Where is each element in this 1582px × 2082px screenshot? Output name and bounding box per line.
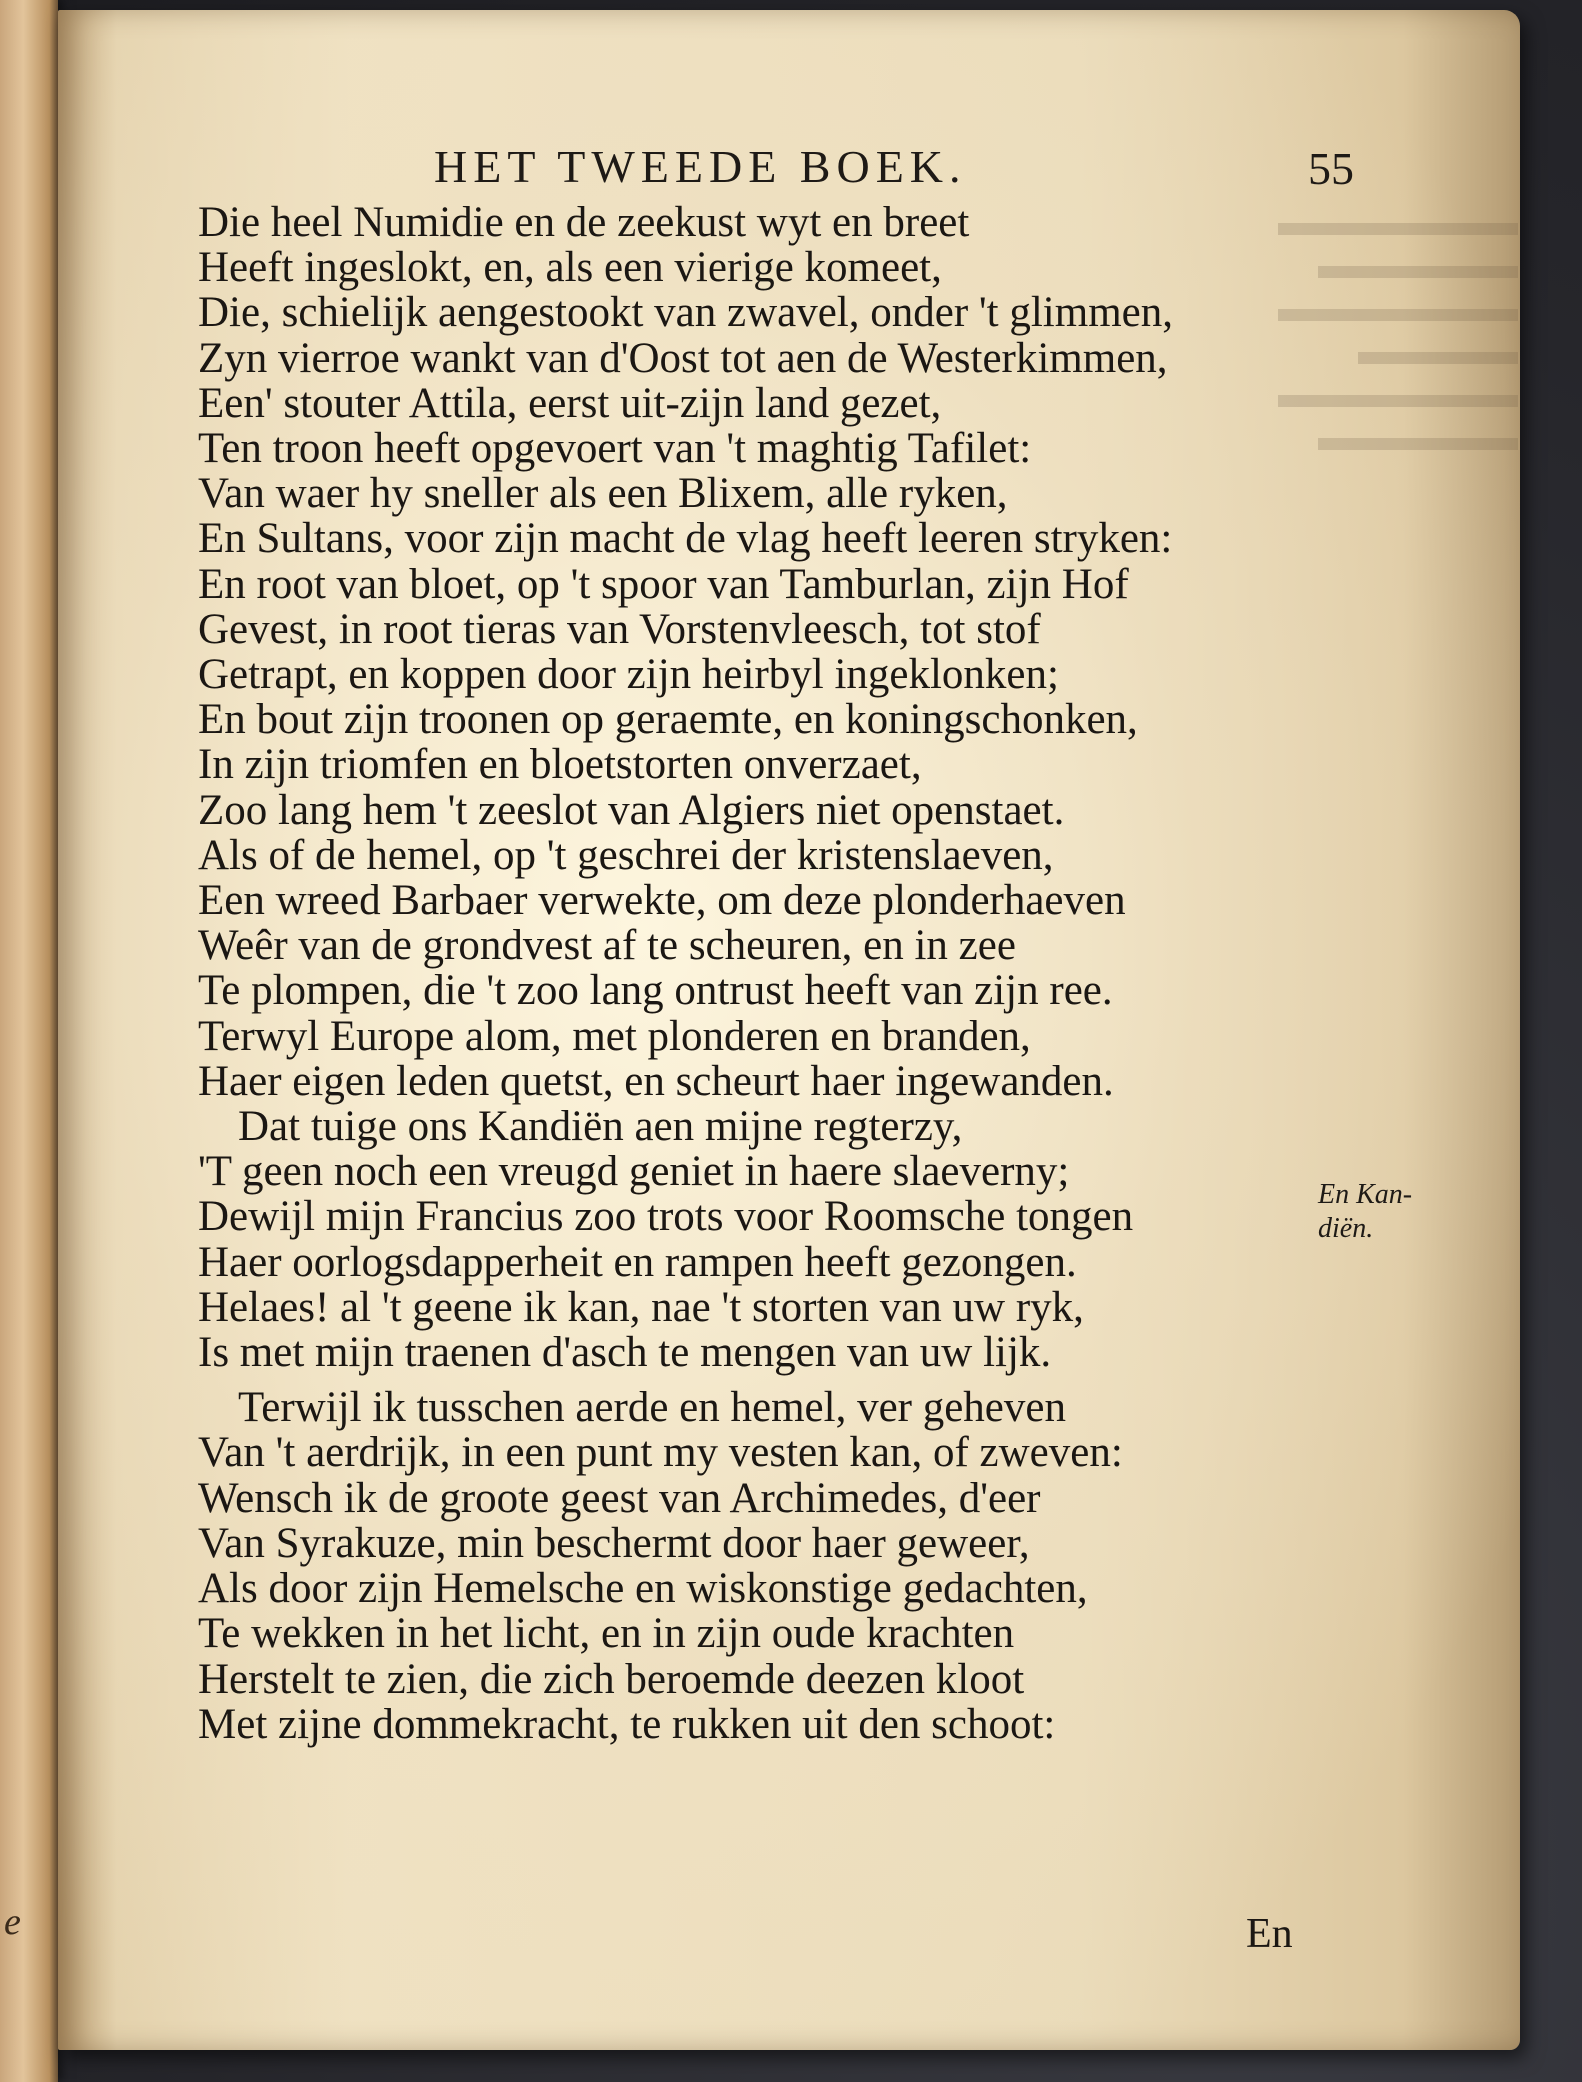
verse-line: Weêr van de grondvest af te scheuren, en in zee [198, 922, 1016, 970]
facing-page-edge [0, 0, 58, 2082]
verse-line: En root van bloet, op 't spoor van Tamburlan, zijn Hof [198, 560, 1129, 608]
verse-line: Zoo lang hem 't zeeslot van Algiers niet openstaet. [198, 786, 1065, 834]
verse-line: 'T geen noch een vreugd geniet in haere slaeverny; [198, 1148, 1070, 1196]
verse-line: Wensch ik de groote geest van Archimedes, d'eer [198, 1474, 1041, 1522]
verse-line: Van 't aerdrijk, in een punt my vesten kan, of zweven: [198, 1429, 1123, 1477]
verse-line: Dat tuige ons Kandiën aen mijne regterzy, [238, 1103, 963, 1151]
margin-note-line: En Kan- [1318, 1179, 1413, 1210]
verse-line: Als of de hemel, op 't geschrei der kristenslaeven, [198, 831, 1054, 879]
verse-line: Die heel Numidie en de zeekust wyt en breet [198, 199, 970, 246]
verse-line: Getrapt, en koppen door zijn heirbyl ingeklonken; [198, 651, 1059, 699]
verse-line: Dewijl mijn Francius zoo trots voor Roomsche tongen [198, 1193, 1134, 1241]
verse-line: Een wreed Barbaer verwekte, om deze plonderhaeven [198, 877, 1126, 925]
verse-line: Met zijne dommekracht, te rukken uit den schoot: [198, 1700, 1056, 1748]
verse-line: Gevest, in root tieras van Vorstenvleesch, tot stof [198, 605, 1041, 653]
verse-line: Te wekken in het licht, en in zijn oude krachten [198, 1610, 1015, 1658]
facing-page-glyph: e [4, 1901, 21, 1943]
verse-line: Van waer hy sneller als een Blixem, alle ryken, [198, 470, 1008, 518]
verse-line: Zyn vierroe wankt van d'Oost tot aen de Westerkimmen, [198, 334, 1168, 382]
catchword: En [1246, 1911, 1293, 1957]
show-through-texture: ▬▬▬▬▬▬ ▬▬▬▬▬ ▬▬▬▬▬▬ ▬▬▬▬ ▬▬▬▬▬▬ ▬▬▬▬▬ [1278, 199, 1518, 459]
margin-note [1318, 1178, 1412, 1246]
verse-line: Haer oorlogsdapperheit en rampen heeft gezongen. [198, 1238, 1077, 1286]
verse-text [198, 200, 1358, 1747]
running-head: HET TWEEDE BOEK. [434, 141, 967, 192]
page-number: 55 [1308, 143, 1354, 194]
verse-line: Ten troon heeft opgevoert van 't maghtig Tafilet: [198, 425, 1032, 473]
verse-line: Te plompen, die 't zoo lang ontrust heeft van zijn ree. [198, 967, 1113, 1015]
verse-line: En bout zijn troonen op geraemte, en koningschonken, [198, 696, 1138, 744]
verse-line: In zijn triomfen en bloetstorten onverzaet, [198, 741, 922, 789]
verse-line: Van Syrakuze, min beschermt door haer geweer, [198, 1519, 1030, 1567]
verse-line: Haer eigen leden quetst, en scheurt haer ingewanden. [198, 1057, 1114, 1105]
verse-line: Terwijl ik tusschen aerde en hemel, ver geheven [238, 1384, 1066, 1432]
verse-line: En Sultans, voor zijn macht de vlag heeft leeren stryken: [198, 515, 1173, 563]
page-header [378, 140, 1478, 200]
margin-note-line: diën. [1318, 1213, 1374, 1244]
verse-line: Is met mijn traenen d'asch te mengen van uw lijk. [198, 1329, 1052, 1377]
verse-line: Terwyl Europe alom, met plonderen en branden, [198, 1012, 1031, 1060]
verse-line: Helaes! al 't geene ik kan, nae 't storten van uw ryk, [198, 1283, 1084, 1331]
book-page [58, 10, 1520, 2050]
verse-line: Herstelt te zien, die zich beroemde deezen kloot [198, 1655, 1025, 1703]
verse-line: Die, schielijk aengestookt van zwavel, onder 't glimmen, [198, 289, 1173, 337]
verse-line: Als door zijn Hemelsche en wiskonstige gedachten, [198, 1565, 1088, 1613]
verse-line: Heeft ingeslokt, en, als een vierige komeet, [198, 244, 942, 292]
verse-line: Een' stouter Attila, eerst uit-zijn land gezet, [198, 379, 942, 427]
